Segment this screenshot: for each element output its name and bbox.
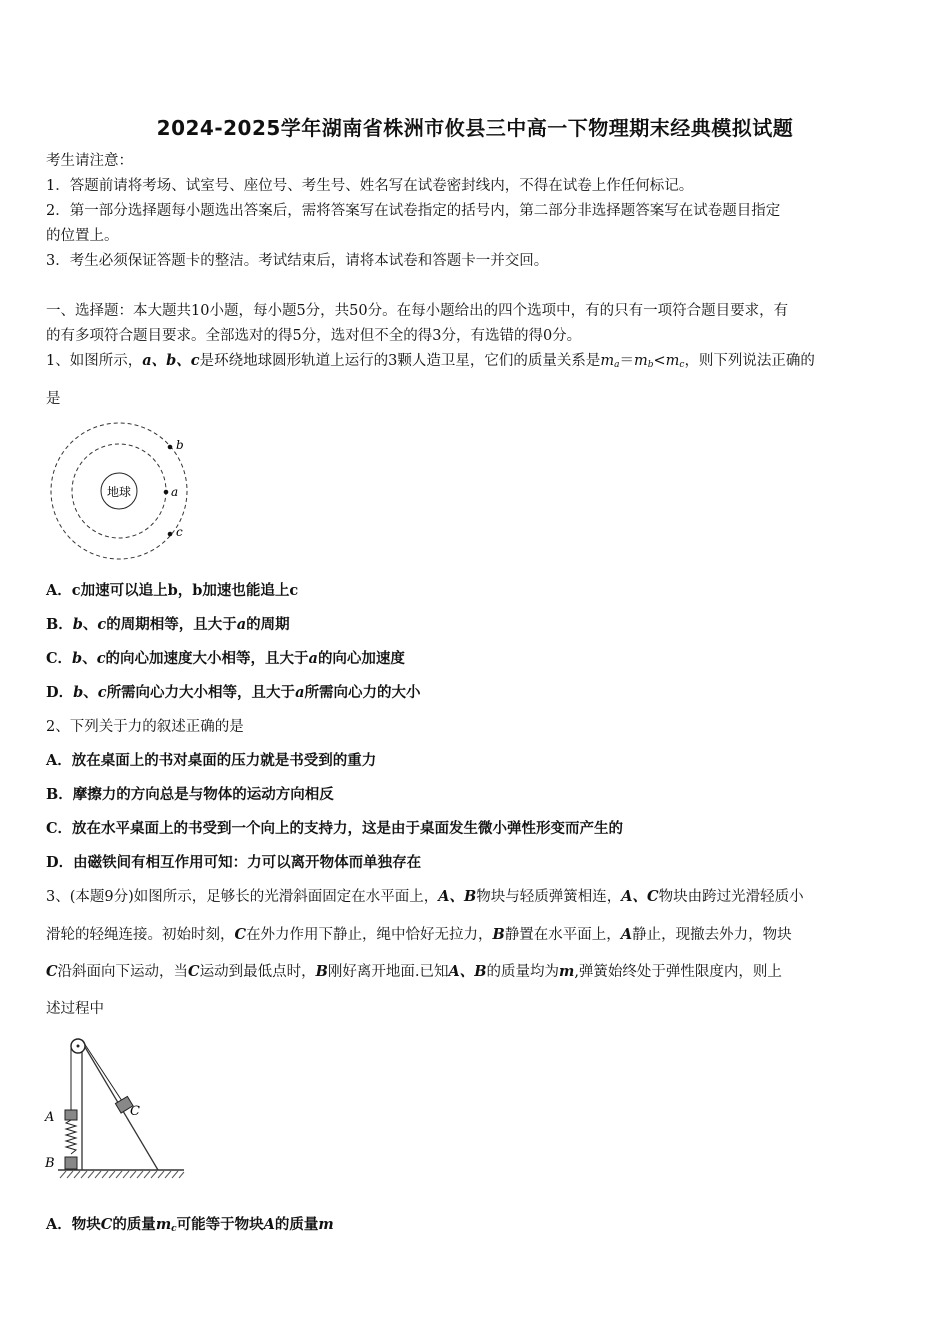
satellite-c-dot — [168, 532, 173, 537]
question-2-option-a: A．放在桌面上的书对桌面的压力就是书受到的重力 — [46, 752, 377, 769]
earth-label: 地球 — [106, 485, 132, 499]
question-3-stem-line2: 滑轮的轻绳连接。初始时刻，C在外力作用下静止，绳中恰好无拉力，B静置在水平面上，A静止，现撤去外力，物块 — [46, 926, 792, 943]
question-1-option-c: C．b、c的向心加速度大小相等，且大于a的向心加速度 — [46, 650, 405, 667]
block-b-label: B — [45, 1156, 55, 1171]
rope-incline — [82, 1040, 124, 1104]
section-heading-line2: 的有多项符合题目要求。全部选对的得5分，选对但不全的得3分，有选错的得0分。 — [46, 328, 582, 344]
question-3-stem-line1: 3、(本题9分)如图所示，足够长的光滑斜面固定在水平面上，A、B物块与轻质弹簧相连，A、C物块由跨过光滑轻质小 — [46, 888, 804, 905]
question-1-stem-end: 是 — [46, 391, 61, 407]
incline-figure — [42, 1032, 192, 1182]
satellite-a-label: a — [171, 485, 179, 499]
ground-hatch — [60, 1171, 184, 1178]
question-2-stem: 2、下列关于力的叙述正确的是 — [46, 719, 244, 735]
question-3-stem-line3: C沿斜面向下运动，当C运动到最低点时，B刚好离开地面.已知A、B的质量均为m,弹簧始终处于弹性限度内，则上 — [46, 963, 782, 980]
section-heading-line1: 一、选择题：本大题共10小题，每小题5分，共50分。在每小题给出的四个选项中，有的只有一项符合题目要求，有 — [46, 303, 789, 319]
question-2-option-b: B．摩擦力的方向总是与物体的运动方向相反 — [46, 786, 334, 803]
notice-item-2-cont: 的位置上。 — [46, 228, 119, 244]
question-3-option-a: A．物块C的质量$m_c$可能等于物块A的质量m — [46, 1216, 334, 1234]
question-1-stem: 1、如图所示，a、b、c是环绕地球圆形轨道上运行的3颗人造卫星，它们的质量关系是$m_a=m_b<m_c$，则下列说法正确的 — [46, 352, 815, 370]
question-1-option-b: B．b、c的周期相等，且大于a的周期 — [46, 616, 290, 633]
question-2-option-c: C．放在水平桌面上的书受到一个向上的支持力，这是由于桌面发生微小弹性形变而产生的 — [46, 820, 624, 837]
satellite-b-dot — [168, 445, 173, 450]
question-1-option-a: A．c加速可以追上b，b加速也能追上c — [46, 582, 299, 599]
pulley-axle — [77, 1045, 80, 1048]
satellite-c-label: c — [176, 525, 183, 539]
orbit-figure — [45, 418, 195, 564]
question-3-stem-line4: 述过程中 — [46, 1001, 104, 1017]
block-c-label: C — [130, 1104, 140, 1119]
question-2-option-d: D．由磁铁间有相互作用可知：力可以离开物体而单独存在 — [46, 854, 422, 871]
block-a-label: A — [45, 1110, 55, 1125]
block-a — [65, 1110, 77, 1120]
notice-heading: 考生请注意： — [46, 153, 133, 169]
notice-item-3: 3．考生必须保证答题卡的整洁。考试结束后，请将本试卷和答题卡一并交回。 — [46, 253, 549, 269]
question-1-option-d: D．b、c所需向心力大小相等，且大于a所需向心力的大小 — [46, 684, 421, 701]
notice-item-1: 1．答题前请将考场、试室号、座位号、考生号、姓名写在试卷密封线内，不得在试卷上作任何标记。 — [46, 178, 694, 194]
satellite-b-label: b — [176, 438, 184, 452]
spring — [66, 1120, 76, 1154]
page-title: 2024-2025学年湖南省株洲市攸县三中高一下物理期末经典模拟试题 — [156, 116, 794, 140]
satellite-a-dot — [164, 490, 169, 495]
notice-item-2: 2．第一部分选择题每小题选出答案后，需将答案写在试卷指定的括号内，第二部分非选择题答案写在试卷题目指定 — [46, 203, 781, 219]
block-b — [65, 1157, 77, 1169]
